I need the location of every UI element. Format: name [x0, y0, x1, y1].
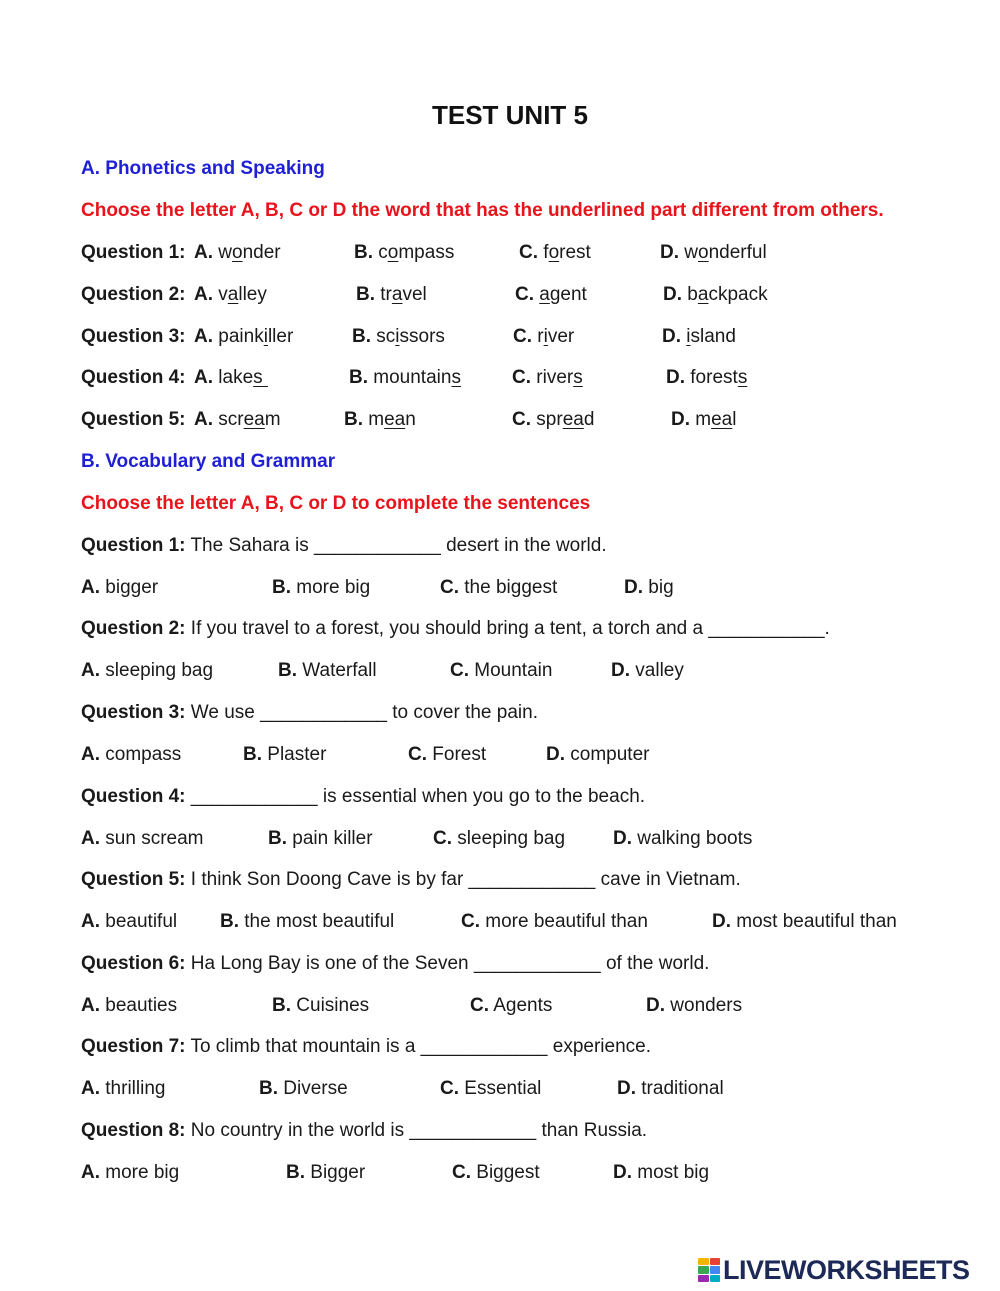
answer-options-row — [0, 743, 1000, 767]
question-label: Question 3: — [81, 326, 186, 347]
answer-options-row — [0, 827, 1000, 851]
option-text: most beautiful than — [736, 911, 897, 932]
question-label: Question 2: — [81, 618, 186, 639]
section-b-instruction: Choose the letter A, B, C or D to complete the sentences — [81, 493, 591, 514]
phonetics-question — [81, 366, 981, 390]
underlined-part: o — [387, 242, 399, 263]
option-text: Waterfall — [302, 660, 377, 681]
answer-option — [617, 1077, 724, 1101]
word-part: c — [378, 242, 388, 263]
word-part: nderful — [708, 242, 767, 263]
option-text: beautiful — [105, 911, 178, 932]
answer-option — [194, 241, 281, 265]
answer-option — [613, 827, 752, 851]
page-title: TEST UNIT 5 — [431, 100, 588, 130]
answer-option — [268, 827, 373, 851]
answer-option — [194, 408, 281, 432]
option-letter: D. — [712, 911, 731, 932]
word-part: rest — [559, 242, 591, 263]
grammar-question — [81, 701, 538, 725]
answer-option — [663, 283, 768, 307]
word-part: r — [537, 326, 544, 347]
word-part: n — [405, 409, 416, 430]
option-text: compass — [105, 744, 182, 765]
question-label: Question 6: — [81, 953, 186, 974]
option-text: Plaster — [267, 744, 327, 765]
option-text: the biggest — [464, 577, 558, 598]
option-letter: C. — [450, 660, 469, 681]
option-text: wonders — [670, 995, 743, 1016]
answer-option — [611, 659, 684, 683]
option-text: pain killer — [292, 828, 373, 849]
option-text: most big — [637, 1162, 710, 1183]
question-text: No country in the world is ____________ than Russia. — [190, 1120, 648, 1141]
option-text: sleeping bag — [105, 660, 214, 681]
answer-option — [646, 994, 742, 1018]
word-part: ssors — [399, 326, 445, 347]
option-text: Cuisines — [296, 995, 370, 1016]
answer-options-row — [0, 659, 1000, 683]
answer-option — [613, 1161, 709, 1185]
question-label: Question 2: — [81, 284, 186, 305]
phonetics-question — [81, 241, 981, 265]
answer-option — [81, 743, 181, 767]
answer-option — [81, 1161, 179, 1185]
answer-option — [440, 1077, 541, 1101]
option-letter: A. — [194, 284, 213, 305]
answer-option — [452, 1161, 540, 1185]
option-letter: B. — [268, 828, 287, 849]
question-label: Question 5: — [81, 409, 186, 430]
answer-option — [81, 827, 203, 851]
answer-option — [354, 241, 454, 265]
option-text: more beautiful than — [485, 911, 648, 932]
word-part: f — [543, 242, 549, 263]
word-part: w — [684, 242, 699, 263]
question-label: Question 5: — [81, 869, 186, 890]
option-text: computer — [570, 744, 650, 765]
word-part: spr — [536, 409, 563, 430]
phonetics-question — [81, 283, 981, 307]
option-text: sleeping bag — [457, 828, 566, 849]
option-letter: D. — [617, 1078, 636, 1099]
option-letter: D. — [662, 326, 681, 347]
answer-option — [624, 576, 674, 600]
logo-tile — [710, 1266, 721, 1273]
answer-option — [194, 366, 268, 390]
option-letter: B. — [220, 911, 239, 932]
underlined-part: i — [395, 326, 400, 347]
option-letter: B. — [278, 660, 297, 681]
word-part: lake — [218, 367, 254, 388]
answer-option — [81, 910, 177, 934]
option-letter: B. — [344, 409, 363, 430]
word-part: vel — [402, 284, 427, 305]
section-a-heading: A. Phonetics and Speaking — [81, 158, 325, 179]
word-part: b — [687, 284, 698, 305]
answer-option — [512, 366, 583, 390]
option-text: valley — [635, 660, 684, 681]
answer-option — [440, 576, 557, 600]
word-part: mountain — [373, 367, 452, 388]
underlined-part: a — [697, 284, 709, 305]
liveworksheets-logo — [698, 1255, 998, 1285]
word-part: ller — [267, 326, 294, 347]
option-letter: A. — [81, 744, 100, 765]
underlined-part: o — [698, 242, 709, 263]
answer-option — [259, 1077, 348, 1101]
option-letter: B. — [286, 1162, 305, 1183]
option-letter: D. — [666, 367, 685, 388]
answer-option — [433, 827, 565, 851]
underlined-part: ea — [384, 409, 406, 430]
option-letter: B. — [259, 1078, 278, 1099]
option-letter: D. — [613, 1162, 632, 1183]
word-part: sland — [690, 326, 736, 347]
question-text: We use ____________ to cover the pain. — [190, 702, 538, 723]
option-letter: B. — [272, 995, 291, 1016]
underlined-part: s — [737, 367, 748, 388]
option-text: Bigger — [310, 1162, 366, 1183]
option-letter: C. — [470, 995, 489, 1016]
grammar-question — [81, 952, 709, 976]
answer-option — [81, 994, 177, 1018]
underlined-part: s — [573, 367, 583, 388]
underlined-part: o — [548, 242, 560, 263]
option-text: beauties — [105, 995, 178, 1016]
word-part: d — [583, 409, 595, 430]
option-letter: A. — [81, 660, 100, 681]
question-text: ____________ is essential when you go to the beach. — [190, 786, 646, 807]
question-text: To climb that mountain is a ____________ experience. — [190, 1036, 651, 1057]
option-letter: D. — [671, 409, 690, 430]
option-letter: C. — [440, 1078, 459, 1099]
answer-option — [712, 910, 897, 934]
option-text: Forest — [432, 744, 487, 765]
option-letter: B. — [354, 242, 373, 263]
answer-option — [662, 325, 736, 349]
answer-options-row — [0, 994, 1000, 1018]
underlined-part: a — [539, 284, 550, 305]
answer-option — [272, 576, 370, 600]
question-label: Question 4: — [81, 786, 186, 807]
option-letter: D. — [646, 995, 665, 1016]
question-label: Question 7: — [81, 1036, 186, 1057]
word-part: w — [218, 242, 233, 263]
answer-option — [356, 283, 427, 307]
answer-options-row — [0, 1077, 1000, 1101]
option-text: more big — [105, 1162, 180, 1183]
answer-option — [81, 659, 213, 683]
answer-option — [243, 743, 326, 767]
option-letter: B. — [272, 577, 291, 598]
option-letter: A. — [81, 1078, 100, 1099]
answer-option — [546, 743, 649, 767]
section-a-instruction: Choose the letter A, B, C or D the word that has the underlined part different from others. — [81, 200, 884, 221]
option-text: Mountain — [474, 660, 553, 681]
answer-option — [515, 283, 587, 307]
option-text: Diverse — [283, 1078, 348, 1099]
question-text: I think Son Doong Cave is by far ____________ cave in Vietnam. — [190, 869, 741, 890]
answer-option — [512, 408, 594, 432]
answer-option — [671, 408, 736, 432]
answer-option — [519, 241, 591, 265]
answer-option — [278, 659, 377, 683]
option-letter: C. — [512, 367, 531, 388]
option-text: walking boots — [637, 828, 753, 849]
option-letter: A. — [194, 367, 213, 388]
question-label: Question 1: — [81, 242, 186, 263]
option-text: traditional — [641, 1078, 724, 1099]
option-letter: A. — [81, 828, 100, 849]
option-text: Biggest — [476, 1162, 540, 1183]
logo-tile — [698, 1275, 709, 1282]
option-letter: C. — [440, 577, 459, 598]
option-letter: A. — [81, 1162, 100, 1183]
logo-tile — [710, 1275, 721, 1282]
question-text: Ha Long Bay is one of the Seven ____________ of the world. — [190, 953, 710, 974]
answer-option — [194, 283, 267, 307]
option-letter: D. — [611, 660, 630, 681]
section-b-heading: B. Vocabulary and Grammar — [81, 451, 336, 472]
option-letter: B. — [352, 326, 371, 347]
word-part: paink — [218, 326, 264, 347]
answer-option — [272, 994, 369, 1018]
option-text: sun scream — [105, 828, 204, 849]
option-text: bigger — [105, 577, 159, 598]
option-text: big — [648, 577, 674, 598]
underlined-part: o — [232, 242, 243, 263]
answer-option — [352, 325, 445, 349]
word-part: l — [732, 409, 737, 430]
answer-option — [660, 241, 767, 265]
word-part: gent — [549, 284, 587, 305]
underlined-part: i — [686, 326, 691, 347]
answer-option — [81, 576, 158, 600]
option-text: more big — [296, 577, 371, 598]
option-letter: D. — [546, 744, 565, 765]
phonetics-question — [81, 408, 981, 432]
logo-tile — [698, 1258, 709, 1265]
option-letter: A. — [194, 326, 213, 347]
option-letter: D. — [660, 242, 679, 263]
answer-option — [349, 366, 461, 390]
underlined-part: a — [227, 284, 239, 305]
question-text: The Sahara is ____________ desert in the world. — [190, 535, 607, 556]
logo-mark-icon — [698, 1258, 720, 1282]
answer-option — [344, 408, 416, 432]
option-letter: C. — [408, 744, 427, 765]
underlined-part: ea — [243, 409, 265, 430]
option-letter: B. — [243, 744, 262, 765]
option-letter: C. — [452, 1162, 471, 1183]
underlined-part: i — [263, 326, 268, 347]
option-letter: C. — [433, 828, 452, 849]
answer-option — [470, 994, 552, 1018]
answer-options-row — [0, 576, 1000, 600]
grammar-question — [81, 868, 741, 892]
option-text: Agents — [493, 995, 553, 1016]
grammar-question — [81, 785, 645, 809]
option-letter: C. — [515, 284, 534, 305]
option-letter: D. — [663, 284, 682, 305]
option-letter: C. — [513, 326, 532, 347]
option-letter: A. — [194, 242, 213, 263]
option-letter: B. — [349, 367, 368, 388]
underlined-part: i — [543, 326, 548, 347]
logo-text: LIVEWORKSHEETS — [723, 1254, 970, 1285]
grammar-question — [81, 534, 607, 558]
question-label: Question 4: — [81, 367, 186, 388]
grammar-question — [81, 617, 830, 641]
question-label: Question 1: — [81, 535, 186, 556]
question-text: If you travel to a forest, you should bring a tent, a torch and a ___________. — [190, 618, 830, 639]
option-letter: A. — [81, 911, 100, 932]
grammar-question — [81, 1035, 651, 1059]
logo-tile — [698, 1266, 709, 1273]
answer-options-row — [0, 910, 1000, 934]
phonetics-question — [81, 325, 981, 349]
option-text: thrilling — [105, 1078, 166, 1099]
word-part: ckpack — [708, 284, 768, 305]
word-part: nder — [242, 242, 281, 263]
word-part: lley — [238, 284, 267, 305]
underlined-part: s — [253, 367, 268, 388]
option-letter: A. — [194, 409, 213, 430]
logo-tile — [710, 1258, 721, 1265]
answer-option — [408, 743, 486, 767]
word-part: m — [695, 409, 712, 430]
word-part: scr — [218, 409, 244, 430]
underlined-part: ea — [562, 409, 584, 430]
answer-option — [220, 910, 394, 934]
word-part: tr — [380, 284, 392, 305]
option-letter: B. — [356, 284, 375, 305]
answer-option — [461, 910, 648, 934]
word-part: m — [368, 409, 385, 430]
word-part: forest — [690, 367, 738, 388]
option-letter: A. — [81, 577, 100, 598]
answer-option — [81, 1077, 165, 1101]
underlined-part: ea — [711, 409, 733, 430]
answer-options-row — [0, 1161, 1000, 1185]
question-label: Question 8: — [81, 1120, 186, 1141]
word-part: river — [536, 367, 574, 388]
answer-option — [513, 325, 574, 349]
answer-option — [286, 1161, 365, 1185]
word-part: ver — [547, 326, 575, 347]
option-letter: C. — [512, 409, 531, 430]
option-letter: D. — [613, 828, 632, 849]
question-label: Question 3: — [81, 702, 186, 723]
underlined-part: a — [391, 284, 403, 305]
option-text: the most beautiful — [244, 911, 395, 932]
answer-option — [450, 659, 552, 683]
option-letter: D. — [624, 577, 643, 598]
answer-option — [194, 325, 293, 349]
underlined-part: s — [451, 367, 461, 388]
answer-option — [666, 366, 747, 390]
word-part: mpass — [398, 242, 455, 263]
word-part: v — [218, 284, 228, 305]
option-letter: C. — [461, 911, 480, 932]
option-text: Essential — [464, 1078, 542, 1099]
word-part: sc — [376, 326, 396, 347]
option-letter: A. — [81, 995, 100, 1016]
option-letter: C. — [519, 242, 538, 263]
grammar-question — [81, 1119, 647, 1143]
word-part: m — [264, 409, 281, 430]
